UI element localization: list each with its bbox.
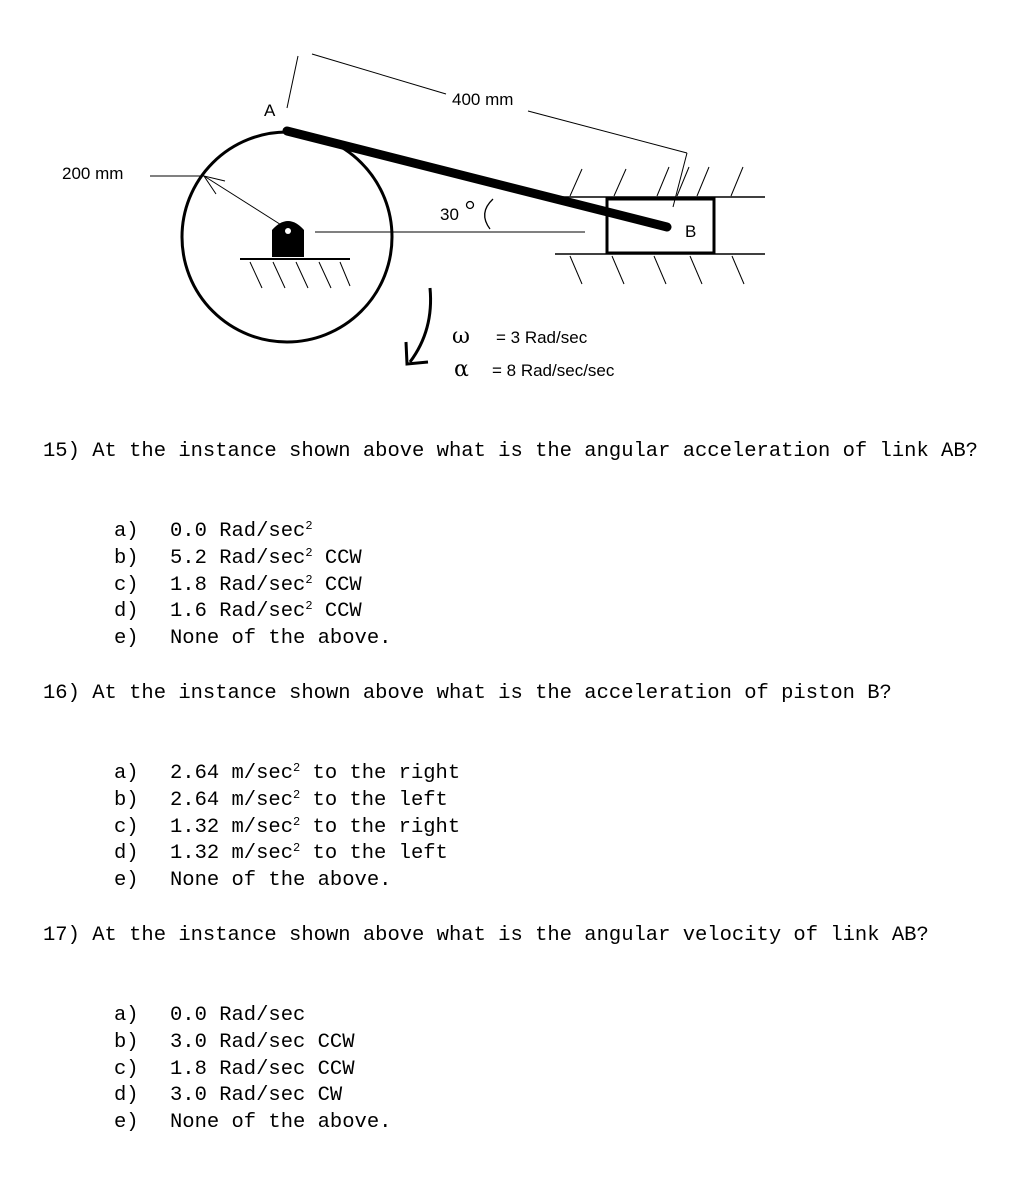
angle-arc — [485, 199, 493, 229]
question-15-prompt: 15) At the instance shown above what is the angular acceleration of link AB? — [43, 440, 978, 463]
omega-symbol: ω — [452, 324, 470, 349]
option-17-b[interactable]: b) 3.0 Rad/sec CCW — [114, 1030, 355, 1054]
radius-label: 200 mm — [62, 164, 124, 183]
option-15-b[interactable]: b) 5.2 Rad/$\sec^2$ CCW — [114, 545, 362, 570]
guide-bottom-hatch — [570, 256, 744, 284]
link-length-label: 400 mm — [452, 90, 514, 109]
dimension-ext-a — [287, 56, 298, 108]
option-17-e[interactable]: e) None of the above. — [114, 1111, 392, 1135]
option-17-a[interactable]: a) 0.0 Rad/sec — [114, 1004, 306, 1027]
pivot-ground-hatch — [250, 262, 350, 288]
radius-line — [204, 176, 286, 228]
question-17-prompt: 17) At the instance shown above what is the angular velocity of link AB? — [43, 924, 929, 947]
question-16-prompt: 16) At the instance shown above what is the acceleration of piston B? — [43, 682, 892, 705]
guide-top-hatch — [570, 167, 743, 196]
alpha-value: = 8 Rad/sec/sec — [492, 361, 615, 380]
pivot-block — [272, 221, 304, 257]
dimension-line-right — [528, 111, 687, 153]
option-16-a[interactable]: a) 2.64 $m/\sec^2$ to the right — [114, 761, 461, 785]
dimension-line-left — [312, 54, 446, 94]
rotation-arrow — [410, 288, 431, 362]
pivot-pin — [285, 228, 291, 234]
alpha-symbol: α — [454, 357, 469, 382]
mechanism-diagram — [0, 0, 1015, 400]
option-17-d[interactable]: d) 3.0 Rad/sec CW — [114, 1084, 343, 1108]
omega-value: = 3 Rad/sec — [496, 328, 588, 347]
link-ab — [287, 131, 667, 227]
point-a-label: A — [264, 101, 276, 120]
angle-label: 30 — [440, 205, 459, 224]
option-15-a[interactable]: a) 0.0 Rad/$\sec^2$ — [114, 519, 313, 543]
degree-symbol — [467, 202, 474, 209]
radius-arrowhead — [204, 176, 225, 194]
question-17-options — [114, 1003, 391, 1137]
question-16-options — [114, 761, 460, 895]
option-17-c[interactable]: c) 1.8 Rad/sec CCW — [114, 1057, 355, 1081]
point-b-label: B — [685, 222, 697, 241]
option-16-d[interactable]: d) 1.32 $m/\sec^2$ to the left — [114, 841, 448, 866]
option-16-c[interactable]: c) 1.32 $m/\sec^2$ to the right — [114, 814, 461, 839]
option-16-e[interactable]: e) None of the above. — [114, 869, 392, 893]
question-15-options — [114, 519, 391, 653]
option-15-c[interactable]: c) 1.8 Rad/$\sec^2$ CCW — [114, 572, 362, 597]
option-16-b[interactable]: b) 2.64 $m/\sec^2$ to the left — [114, 787, 448, 812]
option-15-d[interactable]: d) 1.6 Rad/$\sec^2$ CCW — [114, 599, 362, 624]
option-15-e[interactable]: e) None of the above. — [114, 627, 392, 651]
